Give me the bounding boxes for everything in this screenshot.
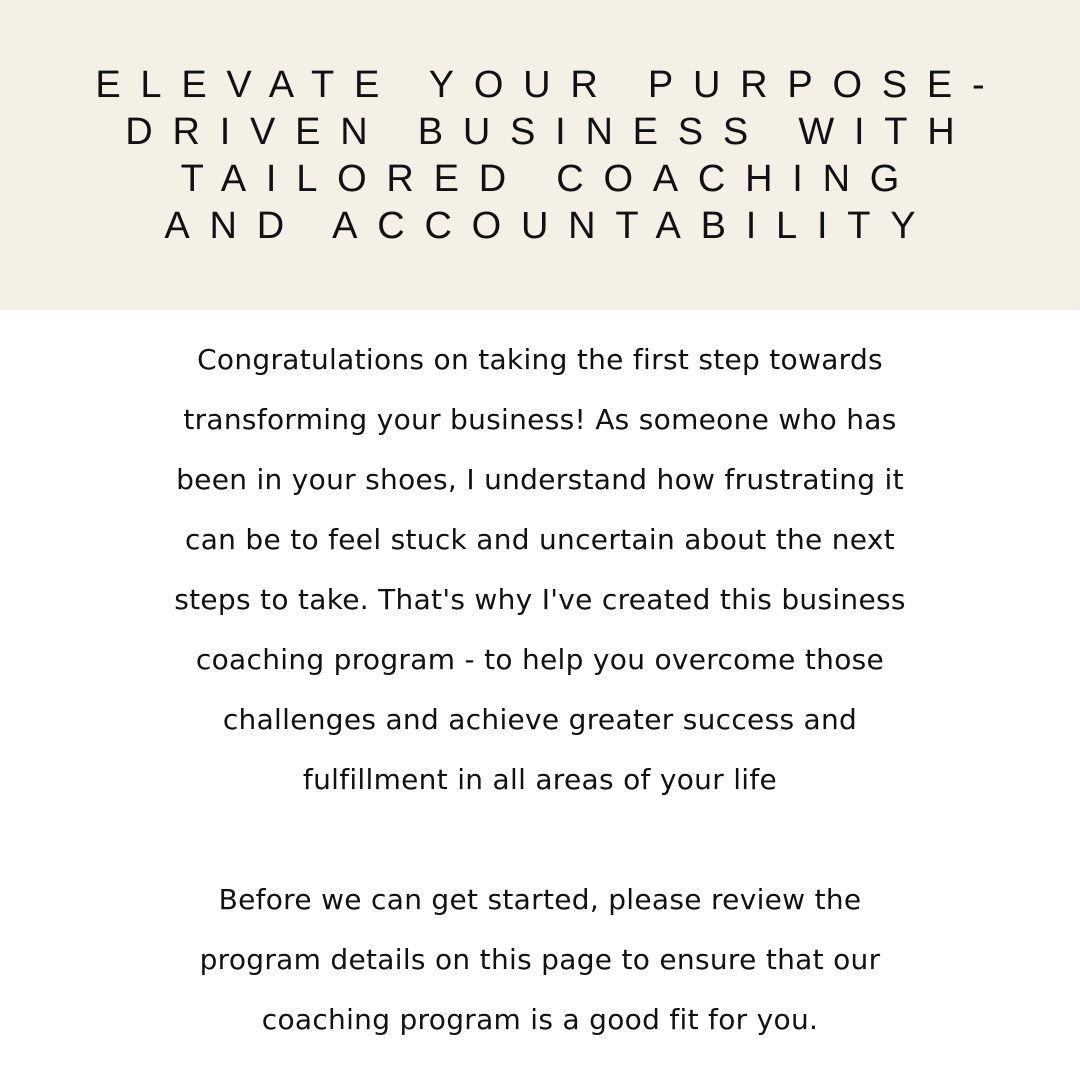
title-line: ELEVATE YOUR PURPOSE-	[95, 64, 1005, 106]
text-line: coaching program - to help you overcome those	[195, 643, 885, 676]
intro-paragraph	[0, 330, 1080, 810]
text-line: fulfillment in all areas of your life	[302, 763, 778, 796]
text-line: Before we can get started, please review the	[218, 883, 862, 916]
body-text	[0, 330, 1080, 1050]
page-title	[0, 62, 1080, 250]
header-banner	[0, 0, 1080, 310]
title-line: AND ACCOUNTABILITY	[164, 205, 936, 247]
text-line: coaching program is a good fit for you.	[261, 1003, 819, 1036]
title-line: TAILORED COACHING	[180, 158, 920, 200]
title-line: DRIVEN BUSINESS WITH	[125, 111, 975, 153]
review-paragraph	[0, 870, 1080, 1050]
text-line: Congratulations on taking the first step towards	[197, 343, 883, 376]
text-line: been in your shoes, I understand how frustrating it	[176, 463, 904, 496]
text-line: transforming your business! As someone who has	[183, 403, 897, 436]
text-line: program details on this page to ensure that our	[199, 943, 881, 976]
text-line: challenges and achieve greater success and	[222, 703, 858, 736]
text-line: steps to take. That's why I've created this business	[174, 583, 906, 616]
text-line: can be to feel stuck and uncertain about the next	[185, 523, 895, 556]
